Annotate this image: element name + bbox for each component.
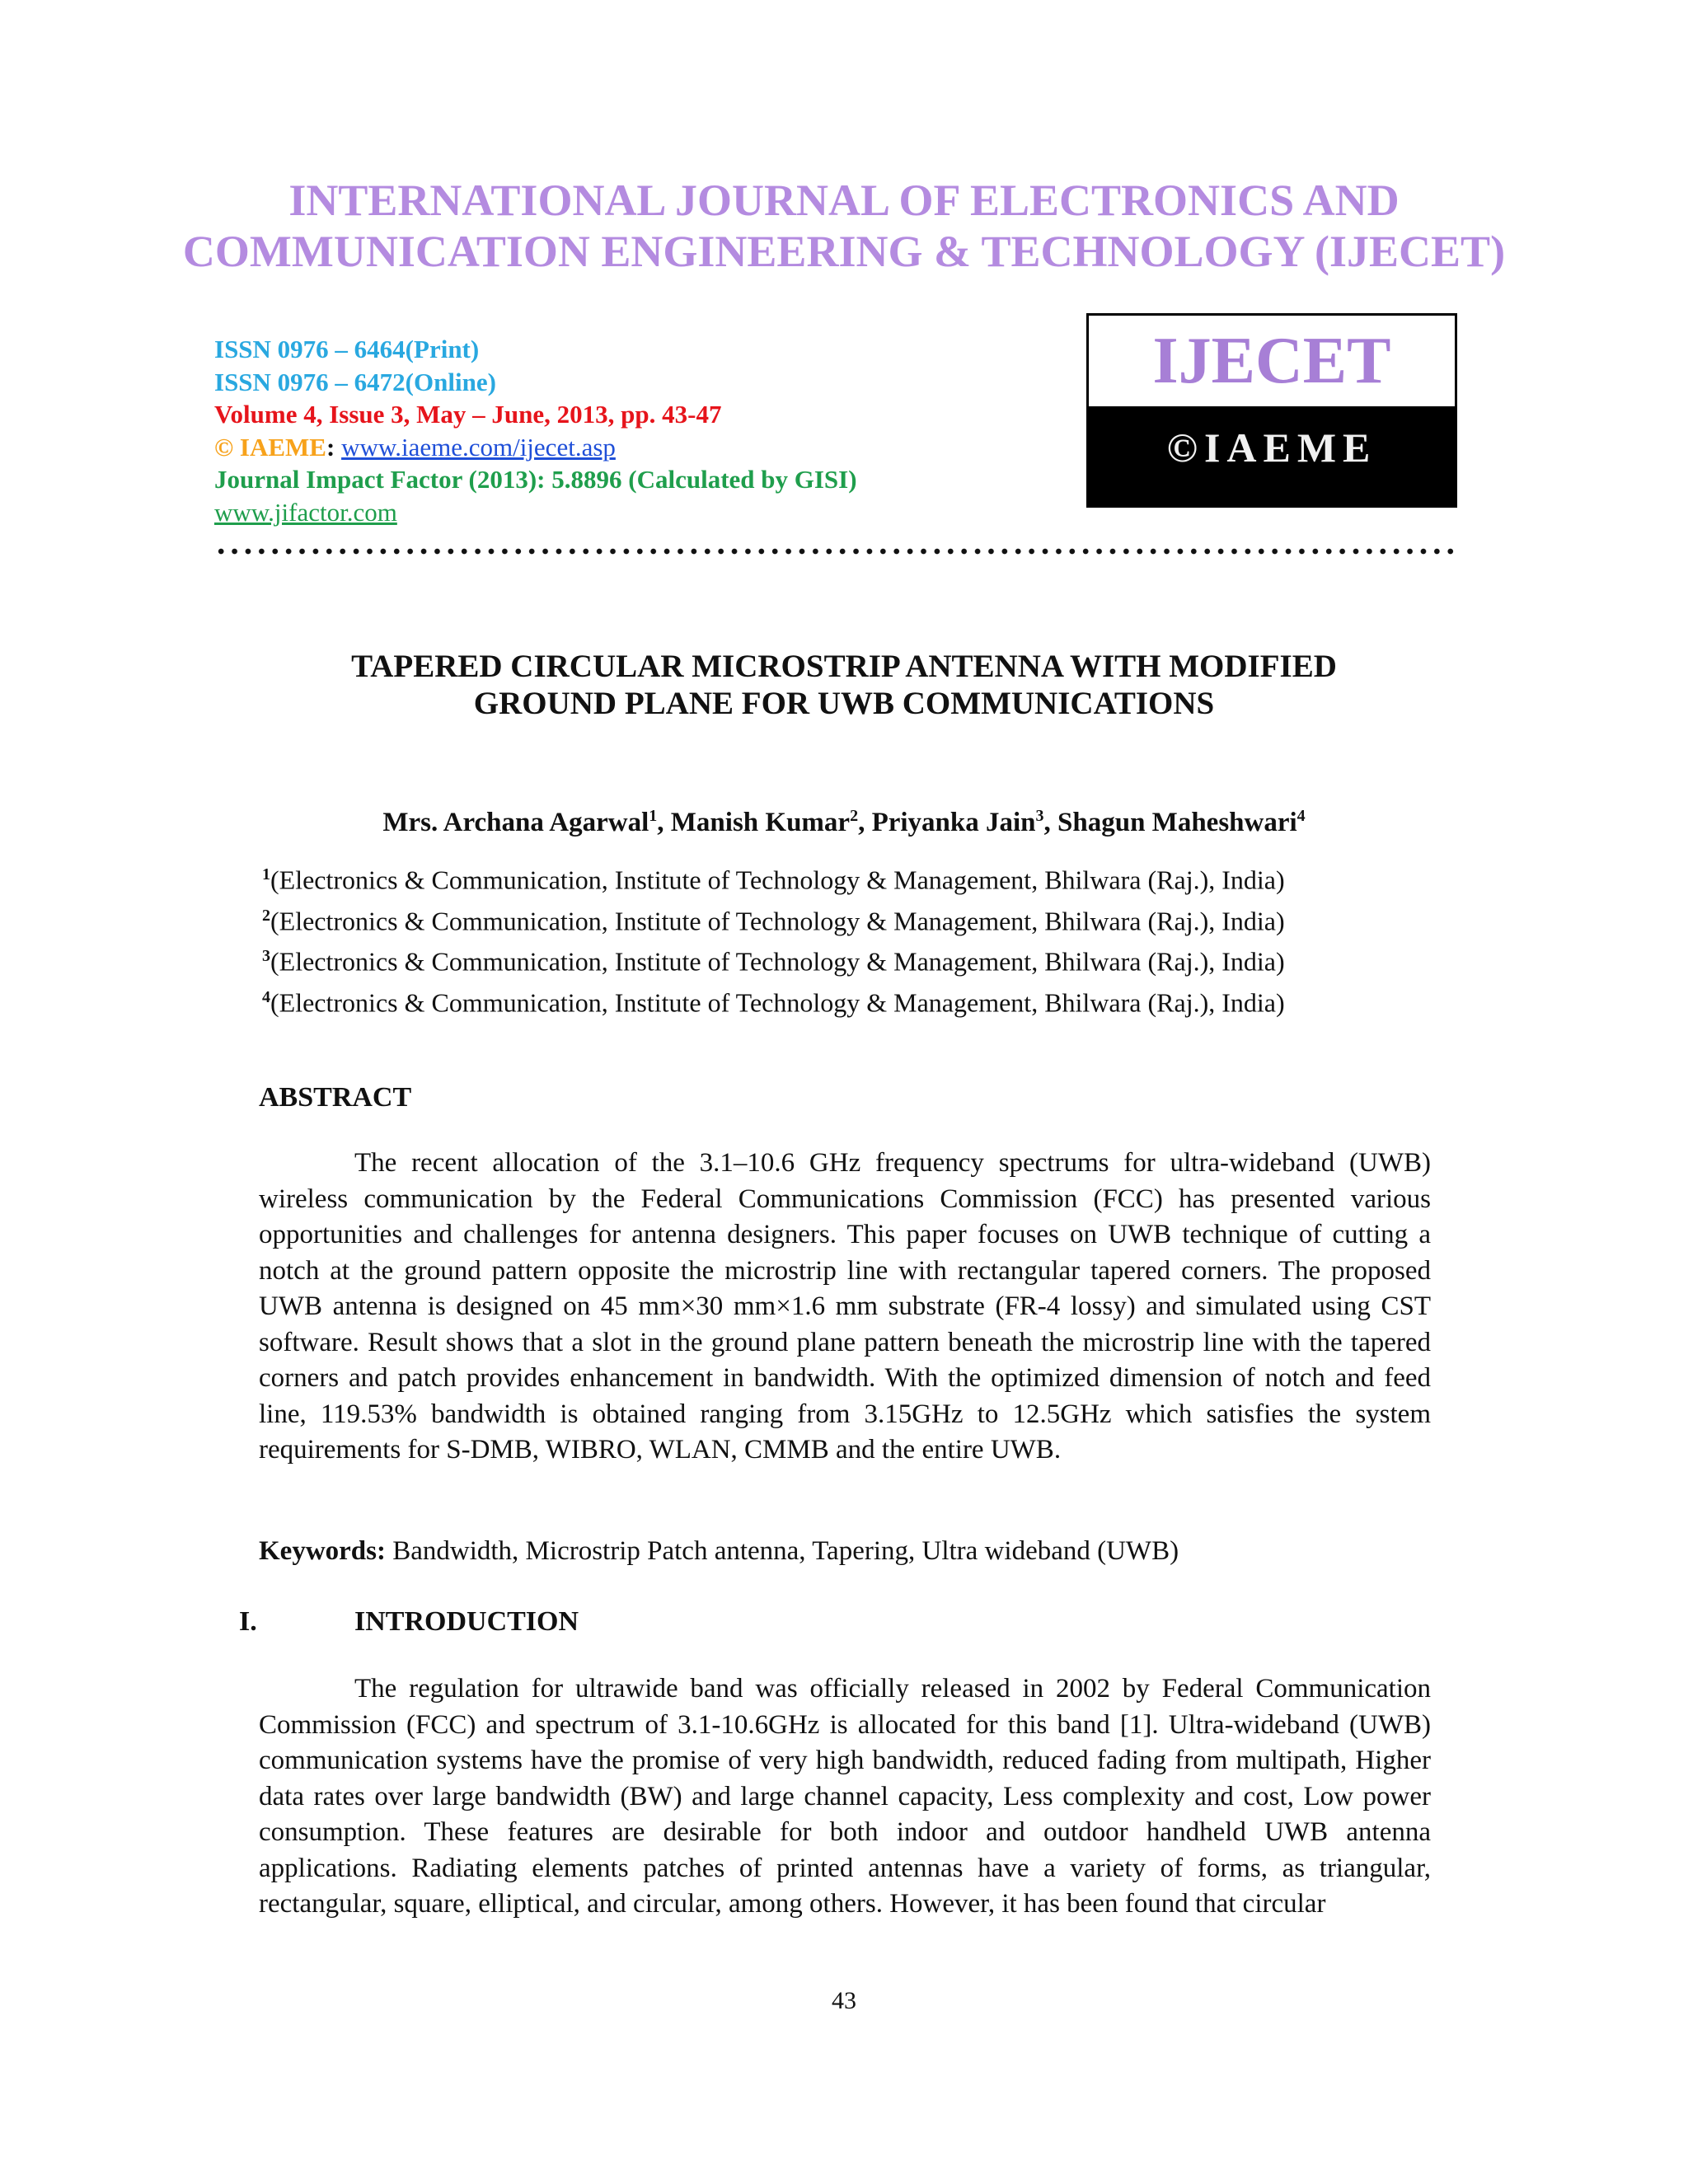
keywords-label: Keywords: [259,1536,386,1566]
author-name: Manish Kumar [670,808,851,837]
jifactor-link[interactable]: www.jifactor.com [214,497,397,527]
abstract-text: The recent allocation of the 3.1–10.6 GHz frequency spectrums for ultra-wideband (UWB) wireless communication by the Federal Communications Commission (FCC) has presented various opportunities and challenges for antenna designers. This paper focuses on UWB technique of cutting a notch at the ground pattern opposite the microstrip line with rectangular tapered corners. The proposed UWB antenna is designed on 45 mm×30 mm×1.6 mm substrate (FR-4 lossy) and simulated using CST software. Result shows that a slot in the ground plane pattern beneath the microstrip line with the tapered corners and patch provides enhancement in bandwidth. With the optimized dimension of notch and feed line, 119.53% bandwidth is obtained ranging from 3.15GHz to 12.5GHz which satisfies the system requirements for S-DMB, WIBRO, WLAN, CMMB and the entire UWB. [259,1148,1431,1465]
author-list [0,799,1688,839]
paper-title [0,648,1688,722]
abstract-body [259,1146,1431,1469]
logo-publisher: ©IAEME [1089,406,1455,505]
logo-title: IJECET [1089,316,1455,406]
dotted-divider [214,547,1459,555]
keywords [259,1535,1179,1568]
volume-info: Volume 4, Issue 3, May – June, 2013, pp. 43-47 [214,400,722,429]
journal-title-line-1: INTERNATIONAL JOURNAL OF ELECTRONICS AND [288,176,1400,225]
affiliation-sup: 3 [262,947,270,966]
journal-title [0,175,1688,277]
affiliation-sup: 1 [262,865,270,883]
affiliation-sup: 2 [262,906,270,925]
intro-body [259,1671,1431,1923]
affiliation-list [262,857,1285,1021]
intro-text: The regulation for ultrawide band was officially released in 2002 by Federal Communication Commission (FCC) and spectrum of 3.1-10.6GHz is allocated for this band [1]. Ultra-wideband (UWB) communication systems have the promise of very high bandwidth, reduced fading from multipath, Higher data rates over large bandwidth (BW) and large channel capacity, Less complexity and cost, Low power consumption. These features are desirable for both indoor and outdoor handheld UWB antenna applications. Radiating elements patches of printed antennas have a variety of forms, as triangular, rectangular, square, elliptical, and circular, among others. However, it has been found that circular [259,1674,1431,1919]
journal-meta [214,333,857,529]
iaeme-colon: : [326,432,335,462]
affiliation-text: (Electronics & Communication, Institute of Technology & Management, Bhilwara (Raj.), India) [270,906,1285,936]
paper-title-line-1: TAPERED CIRCULAR MICROSTRIP ANTENNA WITH MODIFIED [351,649,1337,684]
issn-online: ISSN 0976 – 6472(Online) [214,367,496,396]
intro-number: I. [239,1606,257,1637]
iaeme-label: © IAEME [214,432,326,462]
author-sup: 1 [649,807,658,825]
affiliation-text: (Electronics & Communication, Institute of Technology & Management, Bhilwara (Raj.), India) [270,946,1285,977]
author-separator: , [858,808,872,837]
affiliation [262,939,1285,980]
abstract-heading: ABSTRACT [259,1082,412,1113]
iaeme-link[interactable]: www.iaeme.com/ijecet.asp [341,432,616,462]
affiliation [262,857,1285,898]
impact-factor: Journal Impact Factor (2013): 5.8896 (Calculated by GISI) [214,465,857,494]
author-name: Priyanka Jain [871,808,1036,837]
author-sup: 2 [850,807,859,825]
affiliation-text: (Electronics & Communication, Institute of Technology & Management, Bhilwara (Raj.), India) [270,987,1285,1018]
affiliation-text: (Electronics & Communication, Institute of Technology & Management, Bhilwara (Raj.), India) [270,865,1285,895]
paper-title-line-2: GROUND PLANE FOR UWB COMMUNICATIONS [473,686,1215,721]
author-separator: , [1043,808,1058,837]
author-sup: 4 [1296,807,1306,825]
keywords-text: Bandwidth, Microstrip Patch antenna, Tapering, Ultra wideband (UWB) [385,1536,1179,1566]
journal-title-line-2: COMMUNICATION ENGINEERING & TECHNOLOGY (IJECET) [182,227,1506,276]
author-name: Shagun Maheshwari [1057,808,1297,837]
affiliation [262,898,1285,940]
ijecet-logo [1086,313,1457,508]
issn-print: ISSN 0976 – 6464(Print) [214,335,480,363]
author-sup: 3 [1035,807,1044,825]
author-separator: , [657,808,671,837]
iaeme-line [214,431,857,464]
affiliation [262,980,1285,1021]
page-number: 43 [832,1987,856,2014]
intro-heading: INTRODUCTION [354,1606,579,1637]
author-name: Mrs. Archana Agarwal [382,808,649,837]
affiliation-sup: 4 [262,987,270,1006]
